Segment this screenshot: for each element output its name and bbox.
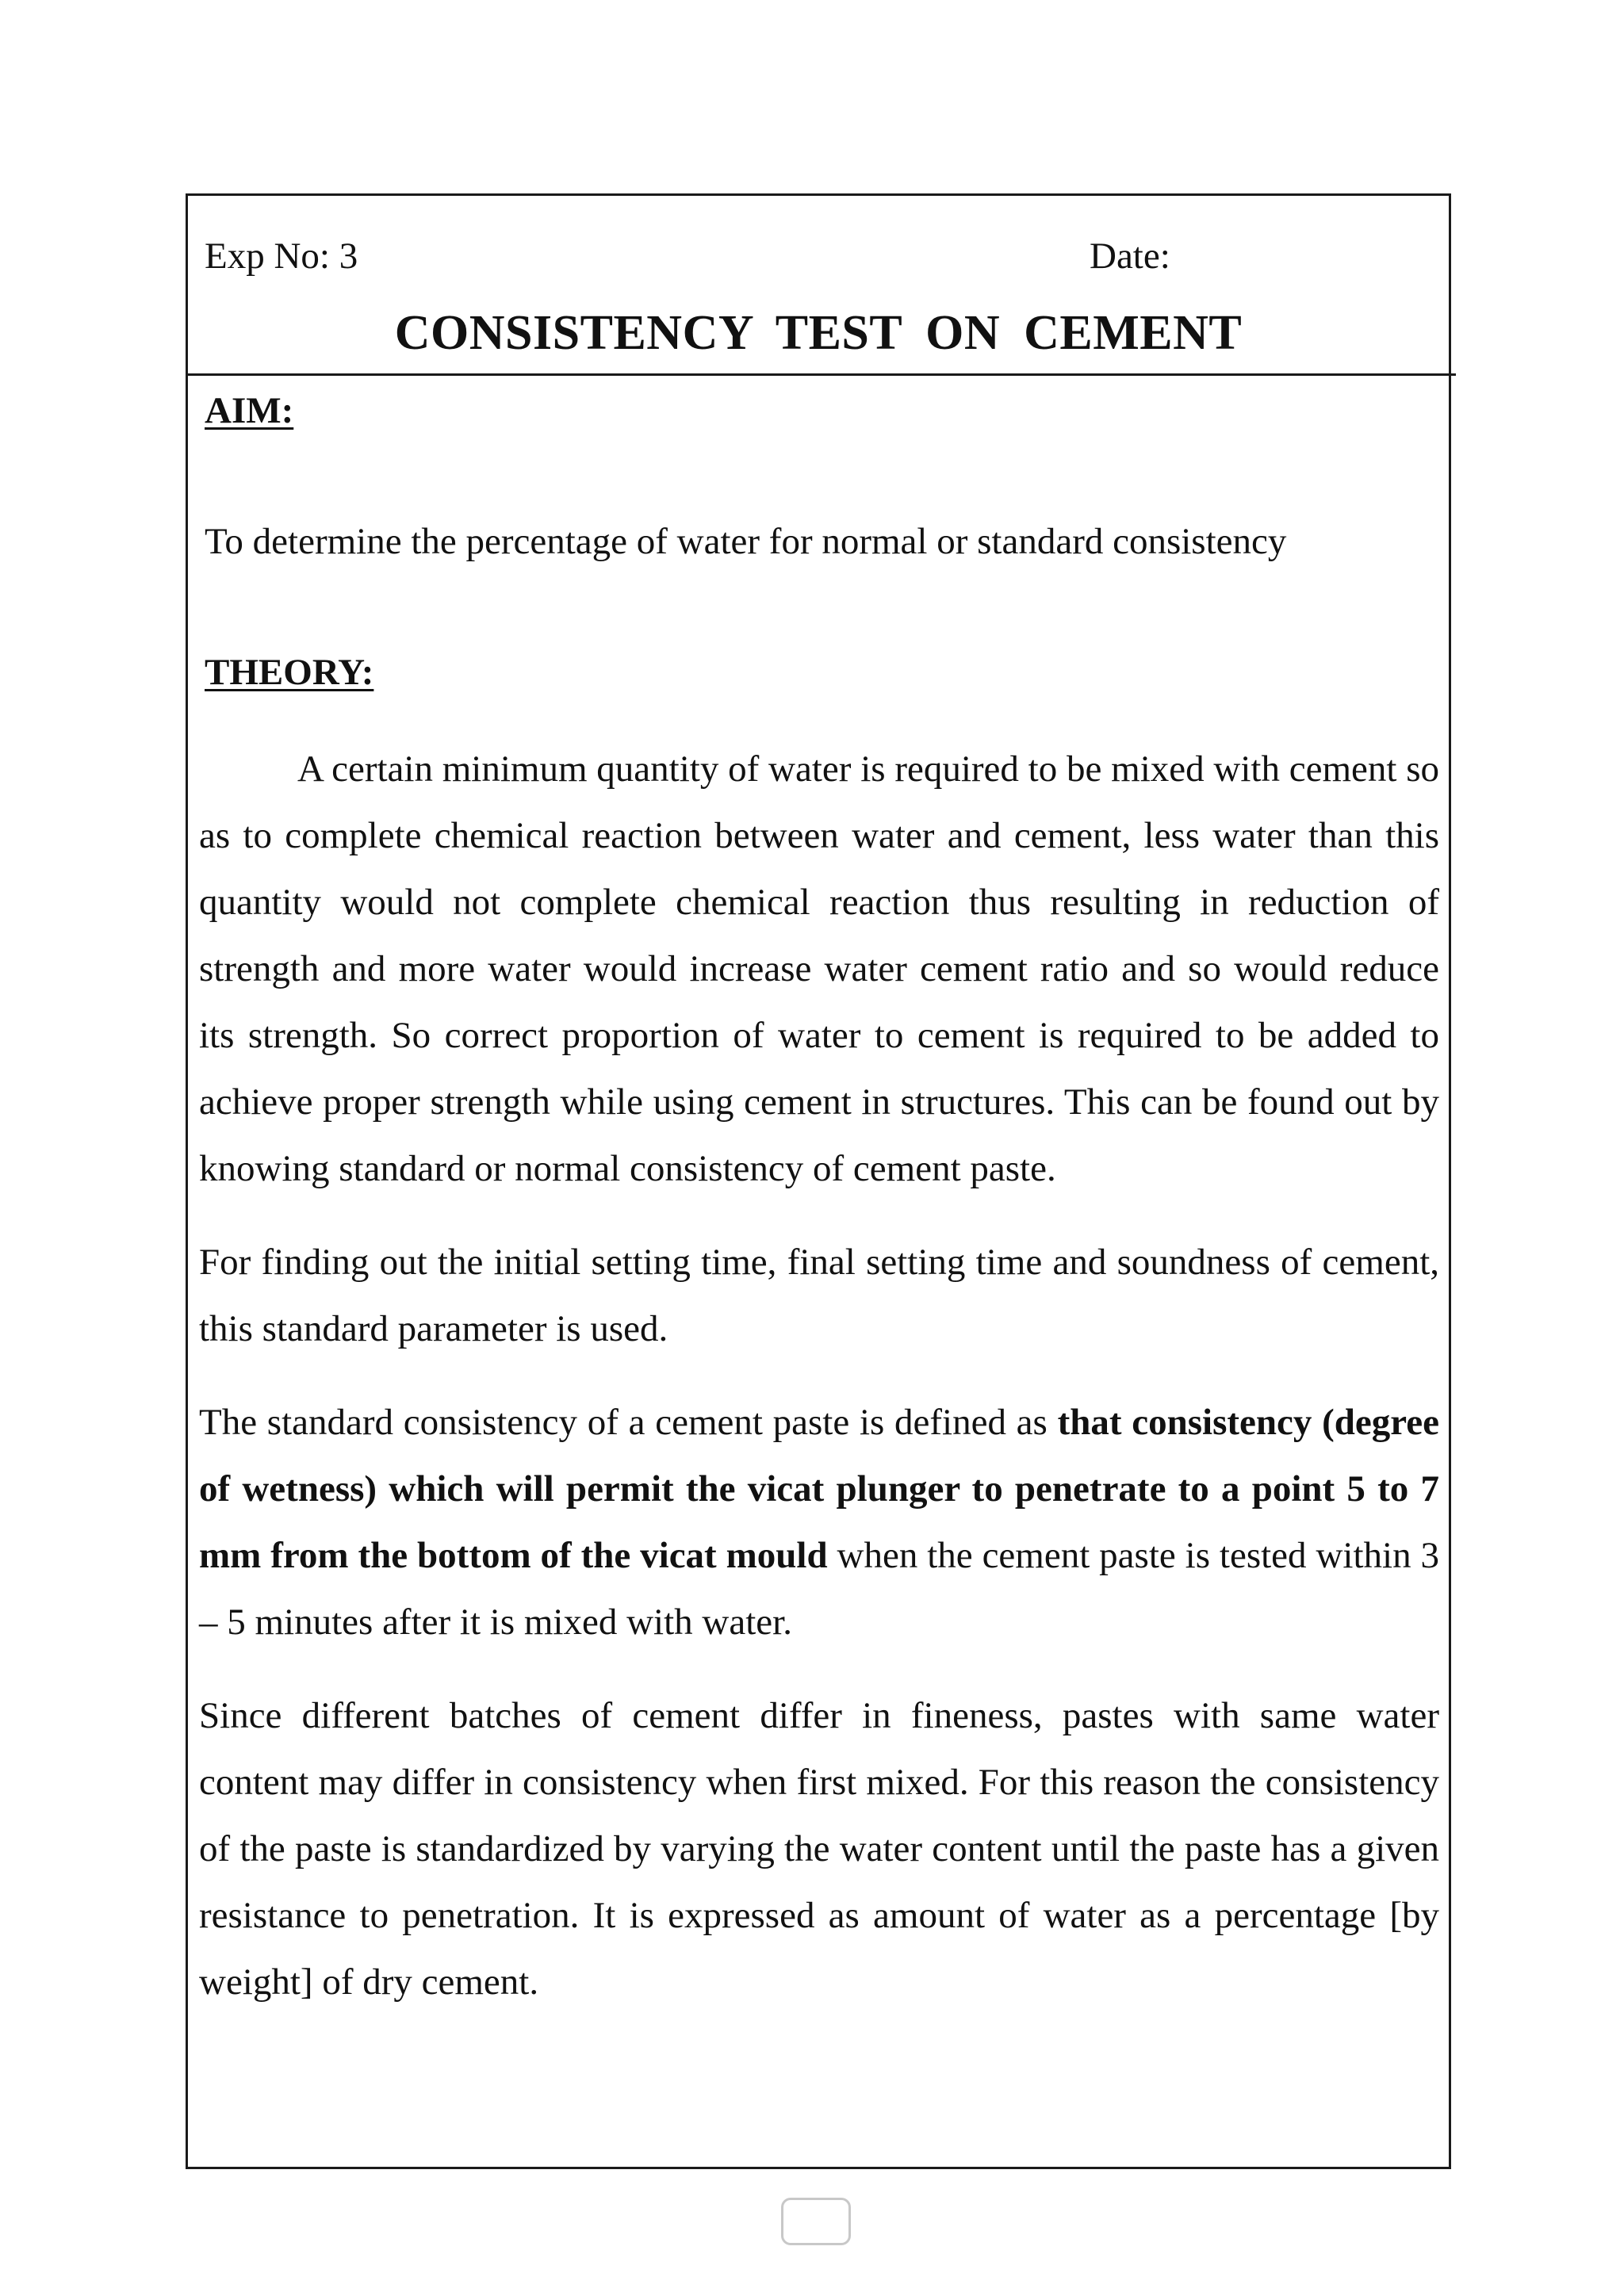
theory-paragraph-3-tail: when the cement paste is tested within 3 – 5 minutes after it is mixed with water.: [199, 1535, 1439, 1643]
theory-heading: THEORY:: [205, 652, 374, 693]
aim-text: To determine the percentage of water for normal or standard consistency: [205, 521, 1287, 562]
theory-paragraph-4: Since different batches of cement differ in fineness, pastes with same water content may differ in consistency when first mixed. For this reason the consistency of the paste is standardized by varying the water content until the paste has a given resistance to penetration. It is expressed as amount of water as a percentage [by weight] of dry cement.: [199, 1695, 1439, 2003]
theory-paragraph-3-lead: The standard consistency of a cement paste is defined as: [199, 1402, 1058, 1443]
page-number-box: [781, 2198, 851, 2245]
aim-heading: AIM:: [205, 390, 294, 431]
header-divider: [186, 373, 1456, 376]
experiment-number: Exp No: 3: [205, 235, 358, 277]
theory-paragraph-2: For finding out the initial setting time, final setting time and soundness of cement, this standard parameter is used.: [199, 1242, 1439, 1349]
standard-consistency-definition: that consistency (degree of wetness) which will permit the vicat plunger to penetrate to a point 5 to 7 mm from the bottom of the vicat mould: [199, 1402, 1439, 1576]
date-label: Date:: [1090, 235, 1170, 277]
page-title: CONSISTENCY TEST ON CEMENT: [394, 306, 1243, 360]
theory-paragraph-3: [199, 1389, 1439, 1655]
theory-paragraph-1: A certain minimum quantity of water is required to be mixed with cement so as to complete chemical reaction between water and cement, less water than this quantity would not complete chemical reaction thus resulting in reduction of strength and more water would increase water cement ratio and so would reduce its strength. So correct proportion of water to cement is required to be added to achieve proper strength while using cement in structures. This can be found out by knowing standard or normal consistency of cement paste.: [199, 748, 1439, 1189]
